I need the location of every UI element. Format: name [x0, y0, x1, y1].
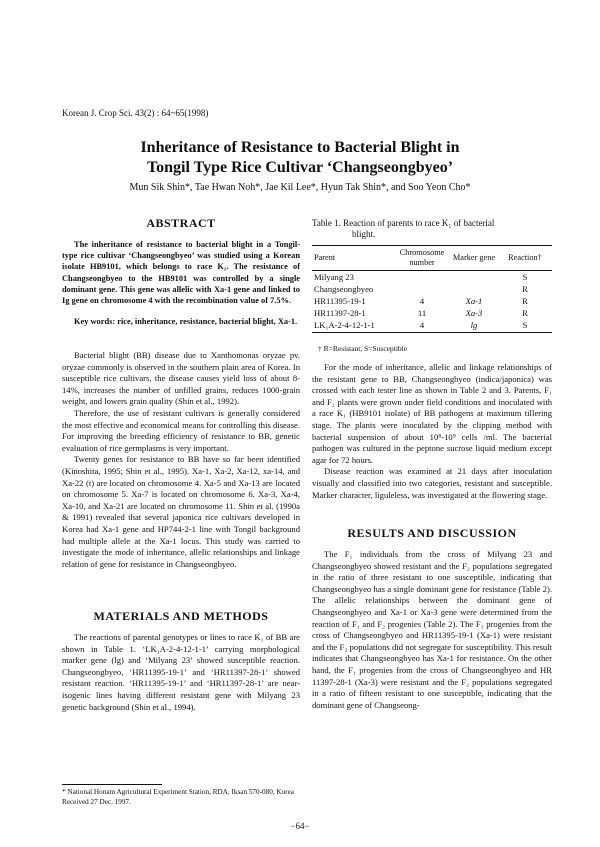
- table-cell: Changseongbyeo: [314, 283, 374, 294]
- table-cell: 4: [419, 295, 425, 306]
- table-cell: 4: [419, 320, 425, 331]
- table-cell: R: [522, 308, 528, 319]
- table-cell: HR11397-28-1: [314, 308, 366, 319]
- table-header-cell: Parent: [314, 253, 336, 262]
- table-cell: Xa-3: [465, 308, 483, 319]
- methods-heading: MATERIALS AND METHODS: [93, 609, 269, 623]
- table-cell: [450, 283, 498, 295]
- results-heading: RESULTS AND DISCUSSION: [347, 526, 517, 540]
- table-cell: [394, 271, 450, 284]
- method-paragraph: For the mode of inheritance, allelic and linkage relationships of the resistant gene to BB, Changseongbyeo (indica/japonica) was crossed with each tester line as shown in Table 2 and 3. Parents, F₁ and F₂ plants were grown under field conditions and inoculated with a race K₁ (HB9101 isolate) of BB pathogens at maximum tillering stage. The plants were inoculated by the clipping method with bacterial suspension of about 10⁸-10⁹ cells /ml. The bacterial pathogen was cultured in the peptone sucrose liquid medium except agar for 72 hours.: [312, 362, 552, 465]
- table-cell: 11: [417, 308, 427, 319]
- abstract-heading: ABSTRACT: [146, 216, 216, 230]
- table-cell: R: [522, 283, 528, 294]
- table-cell: [450, 271, 498, 284]
- table-caption-line: blight.: [352, 229, 376, 239]
- page-number: −64−: [290, 821, 310, 831]
- author-list: Mun Sik Shin*, Tae Hwan Noh*, Jae Kil Lee*, Hyun Tak Shin*, and Soo Yeon Cho*: [129, 182, 471, 193]
- table-cell: Milyang 23: [314, 271, 354, 282]
- table-cell: [394, 283, 450, 295]
- abstract-text: The inheritance of resistance to bacterial blight in a Tongil-type rice cultivar ‘Changseongbyeo’ was studied using a Korean isolate HB9101, which belongs to race K₁. The resistance of Changseongbyeo to the HB9101 was controlled by a single dominant gene. This gene was allelic with Xa-1 gene and linked to Ig gene on chromosome 4 with the recombination value of 7.5%.: [62, 240, 300, 306]
- title-line-2: Tongil Type Rice Cultivar ‘Changseongbyeo’: [146, 159, 454, 176]
- table-header-cell: Marker gene: [452, 253, 496, 262]
- table-row: [312, 320, 552, 333]
- table-cell: Xa-1: [465, 295, 483, 306]
- table-caption-line: Table 1. Reaction of parents to race K₁ of bacterial: [312, 218, 495, 228]
- results-text: The F₁ individuals from the cross of Milyang 23 and Changseongbyeo showed resistant and the F₂ populations segregated in the ratio of three resistant to one susceptible, indicating that Changseongbyeo has a single dominant gene for resistance (Table 2). The allelic relationships between the dominant gene of Changseongbyeo and Xa-1 or Xa-3 gene were determined from the reaction of F₁ and F₂ progenies (Table 2). The F₁ progenies from the cross of Changseongbyeo and HR11395-19-1 (Xa-1) were resistant and the F₂ populations did not segregate for susceptibility. This result indicates that Changseongbyeo has Xa-1 for resistance. On the other hand, the F₁ progenies from the cross of Changseongbyeo and HR 11397-28-1 (Xa-3) were resistant and the F₂ populations segregated in a ratio of fifteen resistant to one susceptible, indicating that the dominant gene of Changseong-: [312, 549, 552, 710]
- table-cell: HR11395-19-1: [314, 295, 366, 306]
- table-caption: [312, 218, 552, 240]
- table-row: [312, 283, 552, 295]
- affiliation-note: * National Honam Agricultural Experiment Station, RDA, Iksan 570-080, Korea: [62, 788, 294, 796]
- table-cell: lg: [470, 320, 478, 331]
- methods-text: The reactions of parental genotypes or lines to race K₁ of BB are shown in Table 1. ‘LK₁A-2-4-12-1-1’ carrying morphological marker gene (lg) and ‘Milyang 23’ showed susceptible reaction. Changseongbyeo, ‘HR11395-19-1’ and ‘HR11397-28-1’ showed resistant reaction. ‘HR11395-19-1’ and ‘HR11397-28-1’ are near-isogenic lines having different resistant gene with Milyang 23 genetic background (Shin et al., 1994).: [62, 632, 300, 712]
- table-row: [312, 271, 552, 284]
- table-footnote: † R=Resistant, S=Susceptible: [318, 344, 408, 353]
- table-cell: S: [522, 320, 528, 331]
- abstract-block: [62, 239, 300, 327]
- table-header-cell: Chromosome number: [399, 248, 445, 267]
- received-note: Received 27 Dec. 1997.: [62, 798, 131, 806]
- introduction: [62, 350, 300, 570]
- intro-paragraph: Bacterial blight (BB) disease due to Xanthomonas oryzae pv. oryzae commonly is observed in the southern plain area of Korea. In susceptible rice cultivars, the disease causes yield loss of about 8-14%, increases the number of unfilled grains, reduces 1000-grain weight, and lowers grain quality (Shin et al., 1992).: [62, 350, 300, 407]
- table-row: [312, 295, 552, 307]
- table-row: [312, 308, 552, 320]
- footnote-divider: [62, 784, 162, 785]
- methods-block: [62, 632, 300, 713]
- table-1: [312, 245, 552, 333]
- intro-paragraph: Twenty genes for resistance to BB have so far been identified (Kinoshita, 1995; Shin et al., 1995). Xa-1, Xa-2, Xa-12, xa-14, and Xa-22 (t) are located on chromosome 4. Xa-5 and Xa-13 are located on chromosome 5. Xa-7 is located on chromosome 6. Xa-3, Xa-4, Xa-10, and Xa-21 are located on chromosome 11. Shin et al. (1990a & 1991) revealed that several japonica rice cultivars developed in Korea had Xa-1 gene and HP744-2-1 line with Tongil background had multiple allele at the Xa-1 locus. This study was carried to investigate the mode of inheritance, allelic relationships and linkage relation of gene for resistance in Changseongbyeo.: [62, 454, 300, 569]
- table-cell: S: [522, 271, 528, 282]
- keywords: Key words: rice, inheritance, resistance, bacterial blight, Xa-1.: [74, 317, 298, 327]
- journal-citation: Korean J. Crop Sci. 43(2) : 64~65(1998): [62, 108, 209, 118]
- table-header-row: [312, 246, 552, 271]
- table-cell: LK₁A-2-4-12-1-1: [314, 320, 375, 331]
- table-cell: R: [522, 295, 528, 306]
- table-header-cell: Reaction†: [508, 253, 542, 262]
- title-line-1: Inheritance of Resistance to Bacterial Blight in: [140, 139, 460, 156]
- paper-title: [0, 138, 600, 178]
- method-paragraph: Disease reaction was examined at 21 days after inoculation visually and classified into two categories, resistant and susceptible. Marker character, liguleless, was investigated at the flowering stage.: [312, 466, 552, 500]
- results-block: [312, 549, 552, 711]
- footnotes: [62, 787, 294, 807]
- right-intro: [312, 362, 552, 501]
- intro-paragraph: Therefore, the use of resistant cultivars is generally considered the most effective and economical means for controlling this disease. For improving the breeding efficiency of resistance to BB, genetic evaluation of rice germplasms is very important.: [62, 407, 300, 453]
